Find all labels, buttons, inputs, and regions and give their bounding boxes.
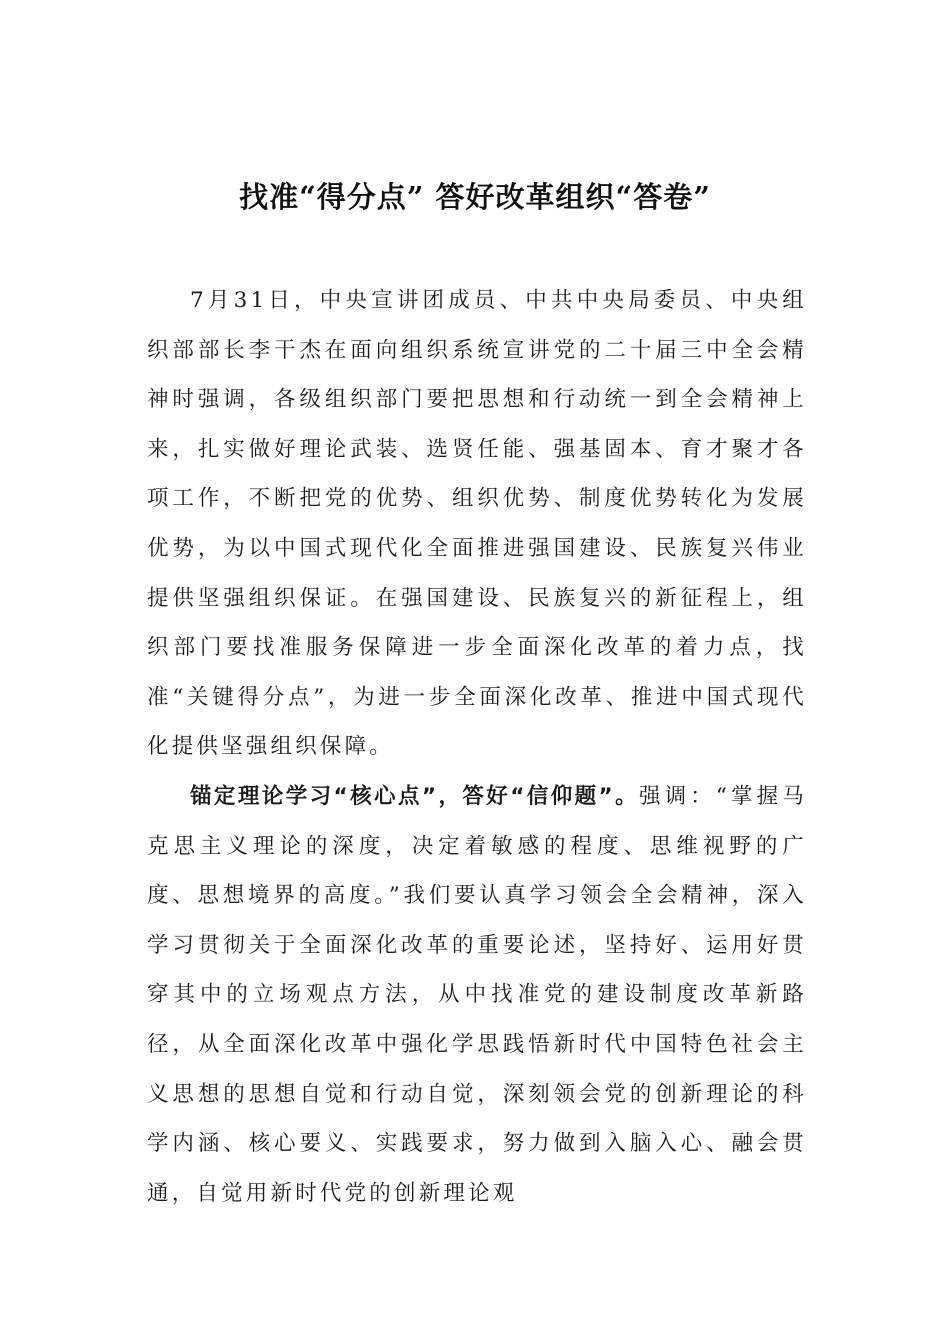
paragraph-theory-study [147, 772, 807, 1218]
paragraph-theory-study-text: 强调：“掌握马克思主义理论的深度，决定着敏感的程度、思维视野的广度、思想境界的高度。”我们要认真学习领会全会精神，深入学习贯彻关于全面深化改革的重要论述，坚持好、运用好贯穿其中的立场观点方法，从中找准党的建设制度改革新路径，从全面深化改革中强化学思践悟新时代中国特色社会主义思想的思想自觉和行动自觉，深刻领会党的创新理论的科学内涵、核心要义、实践要求，努力做到入脑入心、融会贯通，自觉用新时代党的创新理论观 [147, 783, 807, 1206]
document-title: 找准“得分点” 答好改革组织“答卷” [239, 180, 711, 214]
paragraph-heading: 锚定理论学习“核心点”，答好“信仰题”。 [190, 783, 640, 809]
paragraph-intro-text: 7月31日，中央宣讲团成员、中共中央局委员、中央组织部部长李干杰在面向组织系统宣讲党的二十届三中全会精神时强调，各级组织部门要把思想和行动统一到全会精神上来，扎实做好理论武装、选贤任能、强基固本、育才聚才各项工作，不断把党的优势、组织优势、制度优势转化为发展优势，为以中国式现代化全面推进强国建设、民族复兴伟业提供坚强组织保证。在强国建设、民族复兴的新征程上，组织部门要找准服务保障进一步全面深化改革的着力点，找准“关键得分点”，为进一步全面深化改革、推进中国式现代化提供坚强组织保障。 [147, 288, 807, 760]
paragraph-intro [147, 276, 807, 772]
document-body [147, 276, 807, 1218]
